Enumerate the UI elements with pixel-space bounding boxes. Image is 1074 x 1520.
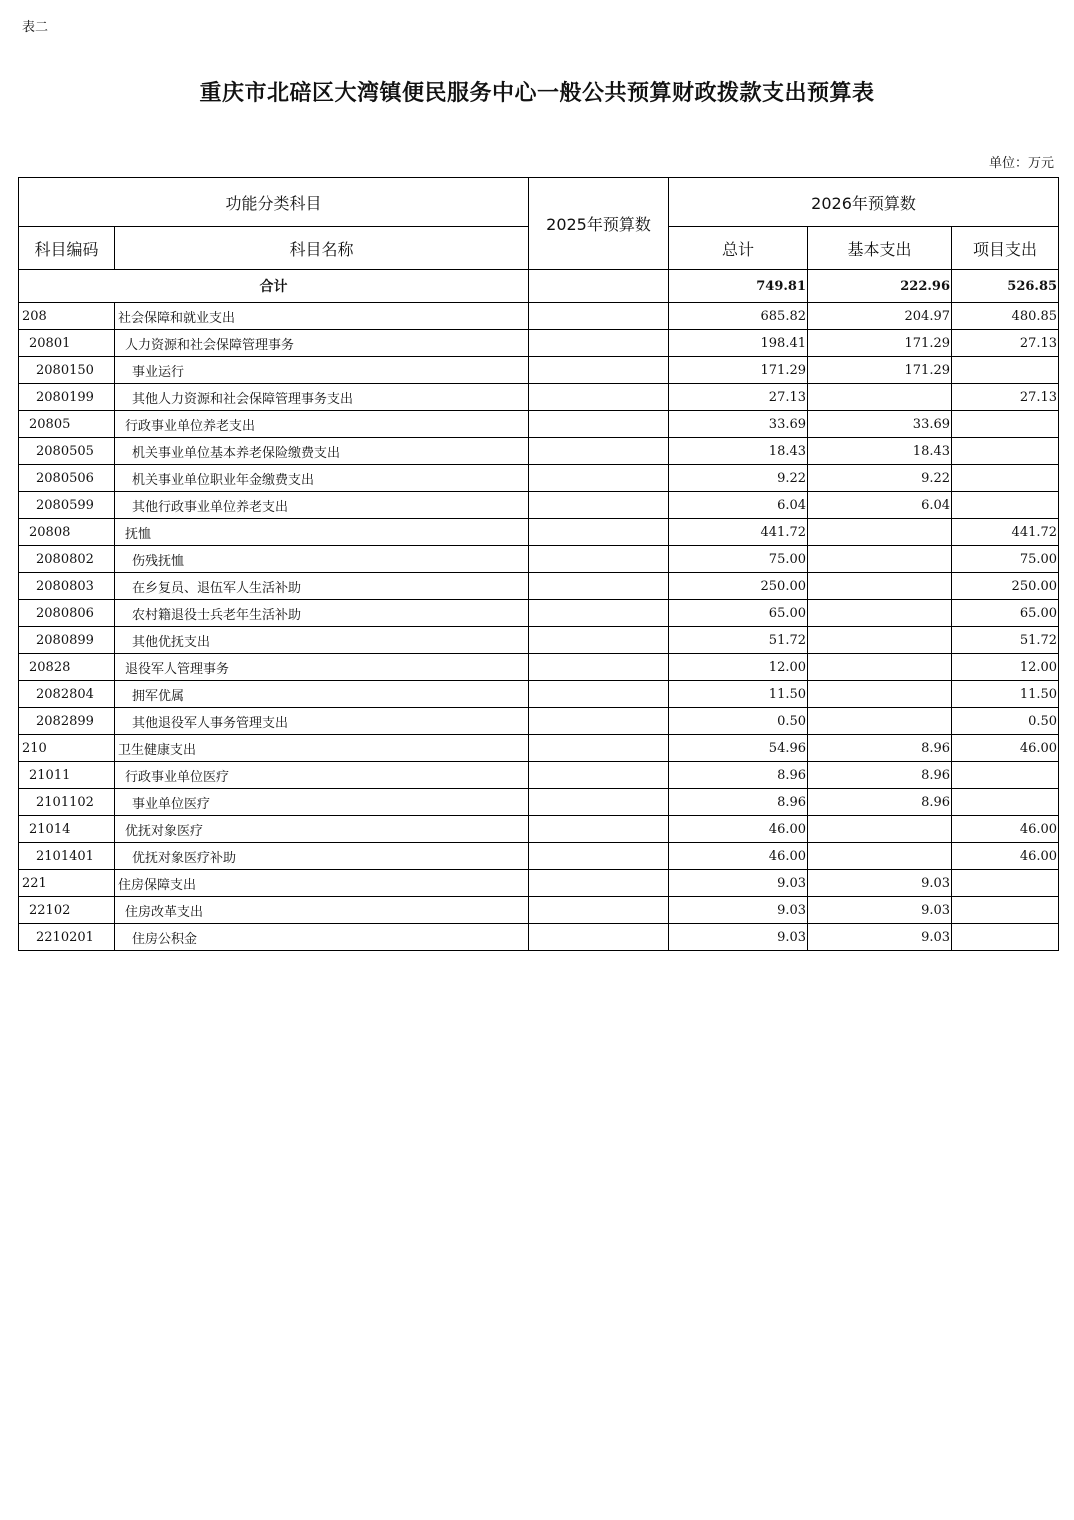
basic-header: 基本支出 bbox=[808, 227, 952, 270]
budget-2025-value bbox=[529, 492, 669, 519]
subject-code: 22102 bbox=[19, 897, 115, 924]
project-value bbox=[952, 411, 1059, 438]
subject-code: 2210201 bbox=[19, 924, 115, 951]
basic-value: 204.97 bbox=[808, 303, 952, 330]
subject-name: 住房公积金 bbox=[115, 924, 529, 951]
subject-code: 20808 bbox=[19, 519, 115, 546]
budget-2025-value bbox=[529, 762, 669, 789]
table-row bbox=[19, 870, 1059, 897]
subject-name: 其他人力资源和社会保障管理事务支出 bbox=[115, 384, 529, 411]
subject-name: 事业运行 bbox=[115, 357, 529, 384]
subject-name: 优抚对象医疗补助 bbox=[115, 843, 529, 870]
subject-name: 人力资源和社会保障管理事务 bbox=[115, 330, 529, 357]
total-sum: 749.81 bbox=[669, 270, 808, 303]
subject-name: 住房保障支出 bbox=[115, 870, 529, 897]
total-value: 12.00 bbox=[669, 654, 808, 681]
subject-name: 拥军优属 bbox=[115, 681, 529, 708]
table-row bbox=[19, 681, 1059, 708]
subject-code: 2080802 bbox=[19, 546, 115, 573]
basic-value bbox=[808, 708, 952, 735]
project-value: 75.00 bbox=[952, 546, 1059, 573]
table-row bbox=[19, 384, 1059, 411]
name-header: 科目名称 bbox=[115, 227, 529, 270]
total-basic: 222.96 bbox=[808, 270, 952, 303]
project-value: 46.00 bbox=[952, 843, 1059, 870]
subject-name: 退役军人管理事务 bbox=[115, 654, 529, 681]
subject-name: 在乡复员、退伍军人生活补助 bbox=[115, 573, 529, 600]
project-value: 11.50 bbox=[952, 681, 1059, 708]
total-project: 526.85 bbox=[952, 270, 1059, 303]
budget-2025-value bbox=[529, 330, 669, 357]
subject-name: 行政事业单位医疗 bbox=[115, 762, 529, 789]
project-value bbox=[952, 897, 1059, 924]
total-value: 9.22 bbox=[669, 465, 808, 492]
subject-code: 2080599 bbox=[19, 492, 115, 519]
table-number-label: 表二 bbox=[22, 20, 49, 35]
project-value bbox=[952, 762, 1059, 789]
subject-code: 2080806 bbox=[19, 600, 115, 627]
basic-value bbox=[808, 654, 952, 681]
basic-value bbox=[808, 519, 952, 546]
basic-value: 9.03 bbox=[808, 870, 952, 897]
table-row bbox=[19, 303, 1059, 330]
total-value: 8.96 bbox=[669, 762, 808, 789]
table-row bbox=[19, 492, 1059, 519]
basic-value: 9.03 bbox=[808, 897, 952, 924]
total-value: 33.69 bbox=[669, 411, 808, 438]
total-value: 441.72 bbox=[669, 519, 808, 546]
budget-2025-value bbox=[529, 924, 669, 951]
basic-value: 9.03 bbox=[808, 924, 952, 951]
subject-name: 卫生健康支出 bbox=[115, 735, 529, 762]
subject-name: 机关事业单位职业年金缴费支出 bbox=[115, 465, 529, 492]
project-value bbox=[952, 465, 1059, 492]
budget-2025-value bbox=[529, 816, 669, 843]
budget-2025-value bbox=[529, 465, 669, 492]
subject-code: 20805 bbox=[19, 411, 115, 438]
basic-value: 8.96 bbox=[808, 735, 952, 762]
project-value: 46.00 bbox=[952, 816, 1059, 843]
basic-value: 171.29 bbox=[808, 357, 952, 384]
budget-2025-value bbox=[529, 303, 669, 330]
table-row bbox=[19, 357, 1059, 384]
total-value: 6.04 bbox=[669, 492, 808, 519]
subject-name: 行政事业单位养老支出 bbox=[115, 411, 529, 438]
total-2025 bbox=[529, 270, 669, 303]
basic-value bbox=[808, 681, 952, 708]
budget-2025-value bbox=[529, 411, 669, 438]
budget-2025-value bbox=[529, 384, 669, 411]
subject-code: 2080150 bbox=[19, 357, 115, 384]
project-value: 65.00 bbox=[952, 600, 1059, 627]
budget-2025-value bbox=[529, 789, 669, 816]
subject-code: 2082804 bbox=[19, 681, 115, 708]
project-header: 项目支出 bbox=[952, 227, 1059, 270]
basic-value: 33.69 bbox=[808, 411, 952, 438]
table-row bbox=[19, 654, 1059, 681]
project-value bbox=[952, 924, 1059, 951]
table-row bbox=[19, 789, 1059, 816]
basic-value: 8.96 bbox=[808, 762, 952, 789]
table-row bbox=[19, 708, 1059, 735]
subject-name: 住房改革支出 bbox=[115, 897, 529, 924]
table-row bbox=[19, 465, 1059, 492]
project-value: 27.13 bbox=[952, 384, 1059, 411]
budget-2025-value bbox=[529, 438, 669, 465]
subject-code: 2080506 bbox=[19, 465, 115, 492]
table-row bbox=[19, 573, 1059, 600]
project-value bbox=[952, 870, 1059, 897]
basic-value bbox=[808, 600, 952, 627]
project-value bbox=[952, 492, 1059, 519]
project-value bbox=[952, 438, 1059, 465]
subject-code: 21014 bbox=[19, 816, 115, 843]
subject-code: 2101102 bbox=[19, 789, 115, 816]
total-value: 11.50 bbox=[669, 681, 808, 708]
budget-2025-value bbox=[529, 897, 669, 924]
table-row bbox=[19, 897, 1059, 924]
total-row bbox=[19, 270, 1059, 303]
table-row bbox=[19, 411, 1059, 438]
total-value: 8.96 bbox=[669, 789, 808, 816]
table-row bbox=[19, 924, 1059, 951]
total-value: 250.00 bbox=[669, 573, 808, 600]
budget-2025-value bbox=[529, 654, 669, 681]
budget-2026-header: 2026年预算数 bbox=[669, 178, 1059, 227]
table-row bbox=[19, 330, 1059, 357]
budget-2025-value bbox=[529, 735, 669, 762]
header-row-1 bbox=[19, 178, 1059, 227]
total-value: 18.43 bbox=[669, 438, 808, 465]
subject-code: 208 bbox=[19, 303, 115, 330]
project-value: 480.85 bbox=[952, 303, 1059, 330]
total-value: 0.50 bbox=[669, 708, 808, 735]
project-value: 12.00 bbox=[952, 654, 1059, 681]
basic-value: 8.96 bbox=[808, 789, 952, 816]
table-row bbox=[19, 843, 1059, 870]
subject-name: 其他退役军人事务管理支出 bbox=[115, 708, 529, 735]
subject-name: 优抚对象医疗 bbox=[115, 816, 529, 843]
total-value: 685.82 bbox=[669, 303, 808, 330]
project-value: 27.13 bbox=[952, 330, 1059, 357]
budget-2025-value bbox=[529, 870, 669, 897]
subject-name: 事业单位医疗 bbox=[115, 789, 529, 816]
budget-2025-value bbox=[529, 357, 669, 384]
subject-name: 抚恤 bbox=[115, 519, 529, 546]
subject-name: 农村籍退役士兵老年生活补助 bbox=[115, 600, 529, 627]
subject-code: 20828 bbox=[19, 654, 115, 681]
table-row bbox=[19, 546, 1059, 573]
subject-code: 210 bbox=[19, 735, 115, 762]
basic-value bbox=[808, 573, 952, 600]
project-value: 46.00 bbox=[952, 735, 1059, 762]
page-title: 重庆市北碚区大湾镇便民服务中心一般公共预算财政拨款支出预算表 bbox=[199, 80, 875, 106]
basic-value bbox=[808, 627, 952, 654]
subject-code: 21011 bbox=[19, 762, 115, 789]
total-value: 9.03 bbox=[669, 897, 808, 924]
project-value: 441.72 bbox=[952, 519, 1059, 546]
budget-2025-value bbox=[529, 546, 669, 573]
subject-name: 其他行政事业单位养老支出 bbox=[115, 492, 529, 519]
table-row bbox=[19, 438, 1059, 465]
basic-value: 9.22 bbox=[808, 465, 952, 492]
table-row bbox=[19, 519, 1059, 546]
unit-label: 单位：万元 bbox=[988, 156, 1054, 171]
basic-value bbox=[808, 384, 952, 411]
basic-value bbox=[808, 816, 952, 843]
total-value: 65.00 bbox=[669, 600, 808, 627]
basic-value: 18.43 bbox=[808, 438, 952, 465]
subject-name: 机关事业单位基本养老保险缴费支出 bbox=[115, 438, 529, 465]
total-value: 54.96 bbox=[669, 735, 808, 762]
project-value bbox=[952, 357, 1059, 384]
code-header: 科目编码 bbox=[19, 227, 115, 270]
table-row bbox=[19, 627, 1059, 654]
total-value: 171.29 bbox=[669, 357, 808, 384]
project-value bbox=[952, 789, 1059, 816]
budget-2025-value bbox=[529, 681, 669, 708]
total-value: 75.00 bbox=[669, 546, 808, 573]
total-header: 总计 bbox=[669, 227, 808, 270]
budget-2025-value bbox=[529, 600, 669, 627]
basic-value bbox=[808, 843, 952, 870]
total-value: 46.00 bbox=[669, 816, 808, 843]
basic-value: 6.04 bbox=[808, 492, 952, 519]
subject-code: 2080899 bbox=[19, 627, 115, 654]
project-value: 250.00 bbox=[952, 573, 1059, 600]
project-value: 51.72 bbox=[952, 627, 1059, 654]
subject-code: 2082899 bbox=[19, 708, 115, 735]
total-value: 51.72 bbox=[669, 627, 808, 654]
total-value: 46.00 bbox=[669, 843, 808, 870]
project-value: 0.50 bbox=[952, 708, 1059, 735]
total-label: 合计 bbox=[19, 270, 529, 303]
total-value: 198.41 bbox=[669, 330, 808, 357]
table-row bbox=[19, 735, 1059, 762]
subject-name: 其他优抚支出 bbox=[115, 627, 529, 654]
budget-2025-value bbox=[529, 519, 669, 546]
subject-code: 2080803 bbox=[19, 573, 115, 600]
table-row bbox=[19, 762, 1059, 789]
subject-code: 2101401 bbox=[19, 843, 115, 870]
budget-2025-value bbox=[529, 708, 669, 735]
table-row bbox=[19, 816, 1059, 843]
budget-2025-value bbox=[529, 573, 669, 600]
subject-code: 20801 bbox=[19, 330, 115, 357]
subject-code: 2080505 bbox=[19, 438, 115, 465]
budget-2025-value bbox=[529, 627, 669, 654]
budget-2025-header: 2025年预算数 bbox=[529, 178, 669, 270]
subject-name: 伤残抚恤 bbox=[115, 546, 529, 573]
subject-name: 社会保障和就业支出 bbox=[115, 303, 529, 330]
total-value: 9.03 bbox=[669, 924, 808, 951]
total-value: 9.03 bbox=[669, 870, 808, 897]
basic-value bbox=[808, 546, 952, 573]
total-value: 27.13 bbox=[669, 384, 808, 411]
basic-value: 171.29 bbox=[808, 330, 952, 357]
func-class-header: 功能分类科目 bbox=[19, 178, 529, 227]
budget-2025-value bbox=[529, 843, 669, 870]
budget-table bbox=[18, 177, 1059, 951]
subject-code: 221 bbox=[19, 870, 115, 897]
table-row bbox=[19, 600, 1059, 627]
subject-code: 2080199 bbox=[19, 384, 115, 411]
